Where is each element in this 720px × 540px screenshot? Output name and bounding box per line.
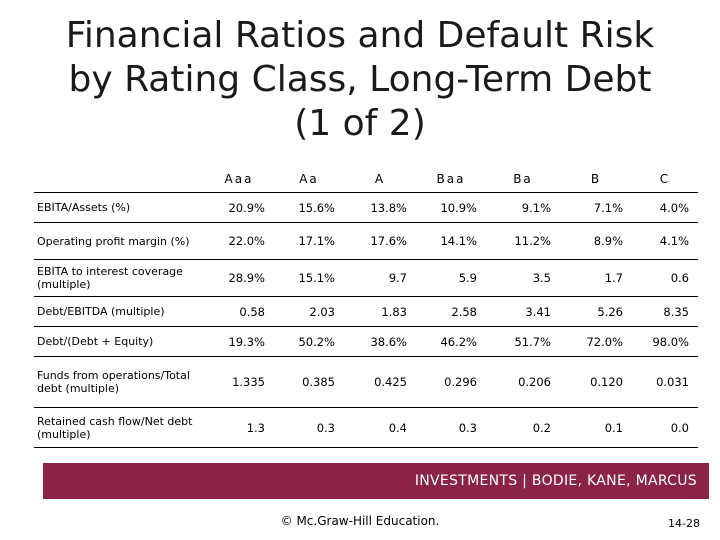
column-header: C <box>659 172 671 186</box>
table-cell: 0.0 <box>632 408 698 448</box>
slide-title <box>20 14 700 146</box>
table-cell: 0.296 <box>416 357 486 408</box>
table-cell: 17.1% <box>274 223 344 260</box>
table-cell: 0.58 <box>204 297 274 327</box>
table-cell: 1.83 <box>344 297 416 327</box>
table-cell: 5.9 <box>416 260 486 297</box>
table-cell: 38.6% <box>344 327 416 357</box>
table-cell: 98.0% <box>632 327 698 357</box>
table-cell: 51.7% <box>486 327 560 357</box>
footer-banner <box>43 463 709 499</box>
table-row <box>34 193 698 223</box>
table-cell: 3.41 <box>486 297 560 327</box>
slide-title-line-3: (1 of 2) <box>294 103 426 144</box>
table-cell: 0.031 <box>632 357 698 408</box>
table-cell: 1.7 <box>560 260 632 297</box>
table-cell: 2.03 <box>274 297 344 327</box>
table-cell: 9.1% <box>486 193 560 223</box>
table-cell: 28.9% <box>204 260 274 297</box>
table-cell: 72.0% <box>560 327 632 357</box>
table-header-row <box>34 166 698 193</box>
table-cell: 5.26 <box>560 297 632 327</box>
table-cell: 4.1% <box>632 223 698 260</box>
table-cell: 10.9% <box>416 193 486 223</box>
table-cell: 0.1 <box>560 408 632 448</box>
table-cell: 0.425 <box>344 357 416 408</box>
table-cell: 14.1% <box>416 223 486 260</box>
ratios-table <box>34 166 698 448</box>
slide-title-line-1: Financial Ratios and Default Risk <box>65 15 655 56</box>
table-cell: 0.120 <box>560 357 632 408</box>
column-header: Ba <box>513 172 533 186</box>
column-header: Aaa <box>224 172 254 186</box>
footer-banner-text: INVESTMENTS | BODIE, KANE, MARCUS <box>414 473 697 489</box>
table-cell: 1.3 <box>204 408 274 448</box>
table-row <box>34 223 698 260</box>
page-number: 14-28 <box>668 517 700 530</box>
table-cell: 0.3 <box>416 408 486 448</box>
table-cell: 1.335 <box>204 357 274 408</box>
table-cell: 0.6 <box>632 260 698 297</box>
table-cell: 3.5 <box>486 260 560 297</box>
table-cell: 0.206 <box>486 357 560 408</box>
table-row <box>34 327 698 357</box>
row-label: Debt/EBITDA (multiple) <box>34 297 204 327</box>
row-label: Retained cash flow/Net debt (multiple) <box>34 408 204 448</box>
table-cell: 46.2% <box>416 327 486 357</box>
table-cell: 0.4 <box>344 408 416 448</box>
header-blank <box>34 166 204 193</box>
row-label: Operating profit margin (%) <box>34 223 204 260</box>
column-header: Baa <box>436 172 466 186</box>
column-header: A <box>374 172 386 186</box>
table-cell: 15.6% <box>274 193 344 223</box>
table-cell: 15.1% <box>274 260 344 297</box>
table-row <box>34 260 698 297</box>
table-cell: 50.2% <box>274 327 344 357</box>
table-row <box>34 408 698 448</box>
table-cell: 2.58 <box>416 297 486 327</box>
row-label: EBITA/Assets (%) <box>34 193 204 223</box>
table-cell: 8.9% <box>560 223 632 260</box>
table-cell: 0.385 <box>274 357 344 408</box>
table-cell: 19.3% <box>204 327 274 357</box>
table-cell: 9.7 <box>344 260 416 297</box>
table-cell: 8.35 <box>632 297 698 327</box>
table-cell: 17.6% <box>344 223 416 260</box>
copyright-notice: © Mc.Graw-Hill Education. <box>280 514 440 528</box>
row-label: Debt/(Debt + Equity) <box>34 327 204 357</box>
table-cell: 13.8% <box>344 193 416 223</box>
row-label: Funds from operations/Total debt (multiple) <box>34 357 204 408</box>
row-label: EBITA to interest coverage (multiple) <box>34 260 204 297</box>
column-header: B <box>590 172 602 186</box>
table-cell: 11.2% <box>486 223 560 260</box>
table-cell: 7.1% <box>560 193 632 223</box>
table-cell: 4.0% <box>632 193 698 223</box>
table-row <box>34 297 698 327</box>
table-cell: 20.9% <box>204 193 274 223</box>
table-cell: 22.0% <box>204 223 274 260</box>
table-cell: 0.2 <box>486 408 560 448</box>
column-header: Aa <box>299 172 319 186</box>
table-row <box>34 357 698 408</box>
slide-title-line-2: by Rating Class, Long-Term Debt <box>68 59 652 100</box>
table-cell: 0.3 <box>274 408 344 448</box>
